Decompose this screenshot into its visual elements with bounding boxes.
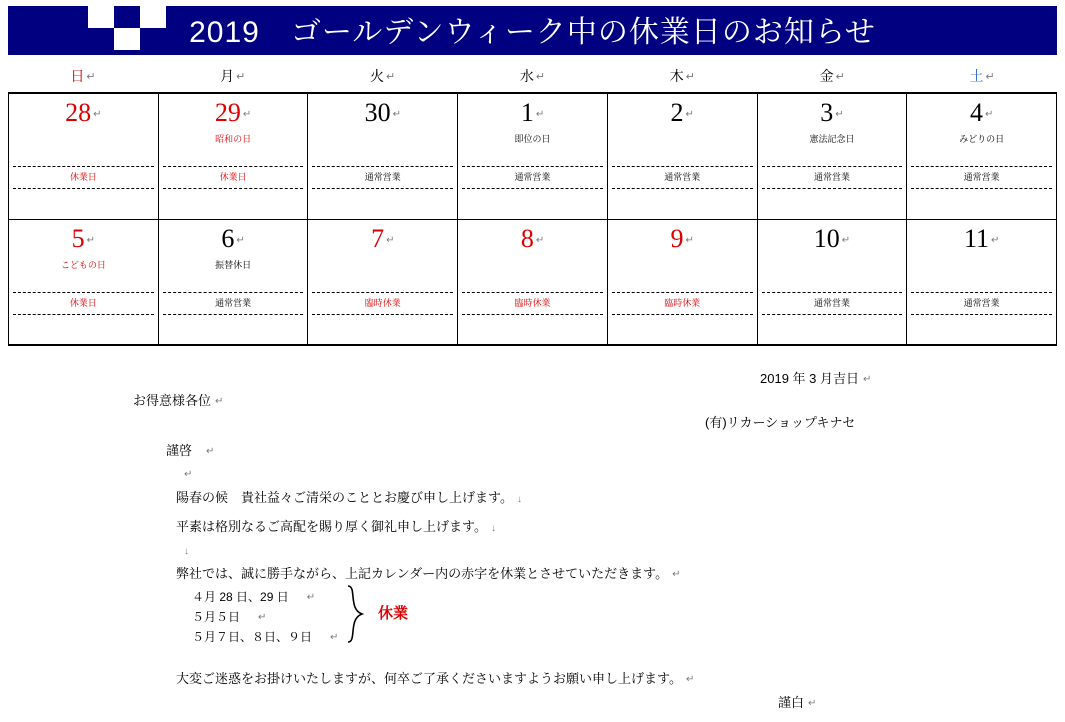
paragraph-mark: ↵ (672, 569, 681, 580)
closed-day-text: ５月５日 (192, 610, 241, 624)
day-number-text: 6 (221, 223, 235, 253)
paragraph-mark: ↵ (685, 109, 694, 120)
page-title: 2019 ゴールデンウィーク中の休業日のお知らせ (189, 16, 876, 49)
paragraph-1-text: 陽春の候 貴社益々ご清栄のこととお慶び申し上げます。 (176, 490, 513, 505)
paragraph-mark: ↵ (392, 109, 401, 120)
closed-day-line-1 (192, 588, 315, 605)
paragraph-mark: ↵ (242, 109, 252, 120)
day-number-text: 5 (71, 223, 85, 253)
paragraph-mark: ↵ (306, 592, 316, 603)
line-break-mark: ↓ (516, 494, 522, 505)
paragraph-mark: ↵ (206, 446, 215, 457)
company-name: (有)リカーショップキナセ (705, 415, 856, 430)
day-number-text: 2 (670, 98, 684, 127)
paragraph-mark: ↵ (258, 612, 267, 623)
line-break-mark: ↓ (184, 546, 189, 557)
holiday-name: 即位の日 (514, 134, 551, 144)
business-status: 臨時休業 (364, 297, 401, 308)
weekday-label: 火 (370, 68, 385, 84)
paragraph-mark: ↵ (535, 71, 546, 83)
business-status: 通常営業 (963, 297, 1000, 308)
paragraph-3 (176, 563, 681, 582)
paragraph-mark: ↵ (184, 469, 193, 480)
paragraph-mark: ↵ (535, 109, 545, 120)
day-number-text: 28 (65, 98, 92, 127)
paragraph-mark: ↵ (835, 71, 845, 83)
weekday-label: 月 (220, 68, 235, 84)
paragraph-2-text: 平素は格別なるご高配を賜り厚く御礼申し上げます。 (176, 519, 487, 534)
paragraph-4 (176, 668, 694, 687)
paragraph-4-text: 大変ご迷惑をお掛けいたしますが、何卒ご了承くださいますようお願い申し上げます。 (176, 671, 682, 686)
paragraph-mark: ↵ (86, 71, 96, 83)
closed-day-text: ４月 28 日、29 日 (192, 590, 289, 604)
holiday-name: 憲法記念日 (809, 134, 855, 144)
paragraph-mark: ↵ (991, 234, 1000, 246)
closure-label: 休業 (378, 605, 409, 622)
weekday-label: 土 (969, 68, 984, 84)
day-number-text: 9 (670, 223, 684, 253)
paragraph-mark: ↵ (984, 109, 994, 120)
day-number-text: 10 (813, 223, 840, 253)
holiday-name: みどりの日 (959, 134, 1005, 144)
business-status: 休業日 (69, 297, 97, 308)
paragraph-mark: ↵ (808, 698, 817, 709)
day-number-text: 4 (969, 98, 983, 127)
business-status: 通常営業 (813, 172, 850, 182)
business-status: 通常営業 (514, 172, 551, 182)
holiday-name: 振替休日 (215, 259, 252, 270)
paragraph-mark: ↵ (386, 71, 396, 83)
business-status: 通常営業 (813, 297, 850, 308)
paragraph-3-text: 弊社では、誠に勝手ながら、上記カレンダー内の赤字を休業とさせていただきます。 (176, 566, 669, 581)
paragraph-2 (176, 516, 496, 535)
day-number-text: 1 (520, 98, 534, 127)
paragraph-mark: ↵ (835, 109, 844, 120)
salutation-text: 謹啓 (166, 443, 193, 458)
salutation (166, 440, 214, 459)
weekday-label: 日 (70, 68, 85, 84)
day-number-text: 11 (963, 223, 989, 253)
paragraph-mark: ↵ (841, 234, 851, 246)
day-number-text: 7 (371, 223, 385, 253)
letter-date-text: 2019 年 3 月吉日 (760, 371, 859, 386)
paragraph-mark: ↵ (863, 374, 872, 385)
line-break-mark: ↓ (490, 523, 496, 534)
addressee-text: お得意様各位 (133, 393, 212, 408)
paragraph-mark: ↵ (985, 71, 995, 83)
day-number-text: 3 (820, 98, 834, 127)
business-status: 休業日 (219, 172, 247, 182)
day-number-text: 29 (214, 98, 241, 127)
holiday-name: こどもの日 (60, 259, 106, 270)
closed-day-line-3 (192, 628, 338, 645)
weekday-label: 木 (669, 68, 684, 84)
closed-day-line-2 (192, 608, 266, 625)
paragraph-mark: ↵ (685, 234, 694, 246)
business-status: 臨時休業 (514, 297, 551, 308)
paragraph-mark: ↵ (93, 109, 102, 120)
business-status: 休業日 (69, 172, 97, 182)
blank-line-1 (180, 466, 192, 481)
paragraph-mark: ↵ (685, 674, 695, 685)
holiday-name: 昭和の日 (215, 134, 252, 144)
weekday-label: 水 (519, 68, 534, 84)
closed-day-text: ５月７日、８日、９日 (192, 630, 313, 644)
paragraph-mark: ↵ (535, 234, 545, 246)
paragraph-mark: ↵ (685, 71, 695, 83)
paragraph-mark: ↵ (236, 234, 245, 246)
closing-text: 謹白 (778, 695, 805, 710)
day-number-text: 8 (520, 223, 534, 253)
business-status: 通常営業 (215, 297, 252, 308)
closing (778, 692, 816, 711)
paragraph-mark: ↵ (330, 632, 339, 643)
business-status: 通常営業 (364, 172, 401, 182)
day-number-text: 30 (364, 98, 391, 127)
weekday-label: 金 (819, 68, 834, 84)
letter-date (760, 368, 871, 387)
paragraph-mark: ↵ (215, 396, 224, 407)
business-status: 通常営業 (664, 172, 701, 182)
blank-line-2 (180, 542, 189, 557)
business-status: 臨時休業 (664, 297, 701, 308)
paragraph-mark: ↵ (86, 234, 96, 246)
brace-bracket (345, 585, 365, 643)
addressee (133, 390, 223, 409)
paragraph-1 (176, 487, 522, 506)
paragraph-mark: ↵ (236, 71, 246, 83)
business-status: 通常営業 (963, 172, 1000, 182)
paragraph-mark: ↵ (386, 234, 395, 246)
